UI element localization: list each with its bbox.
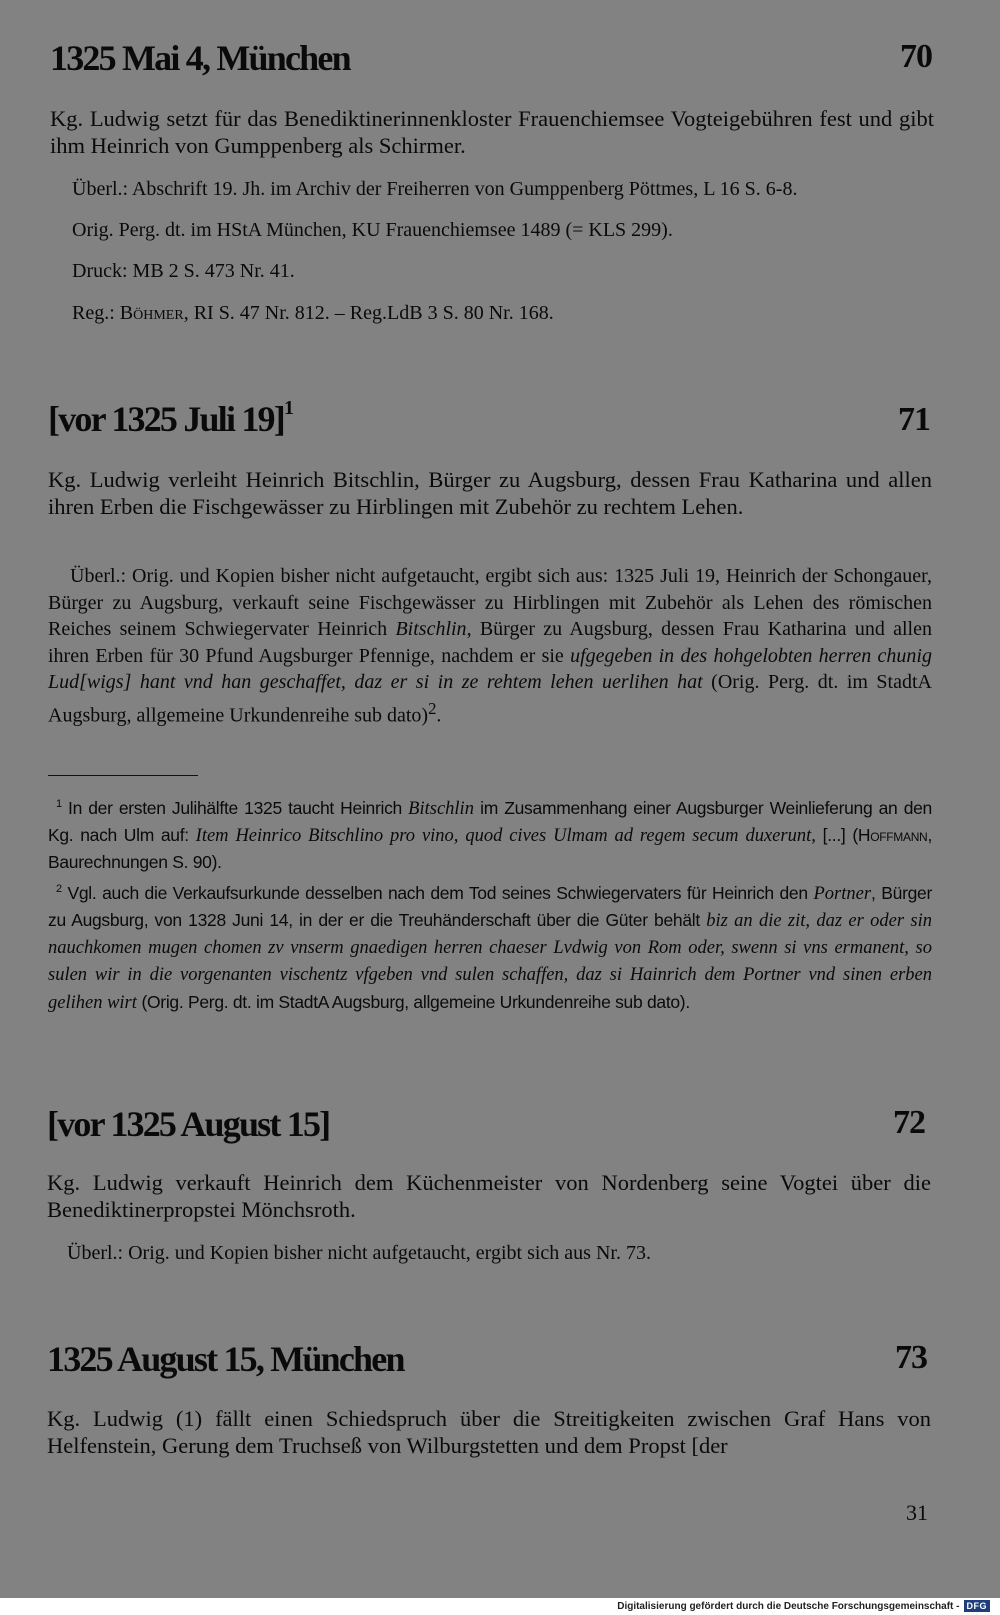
doc-72-heading: [vor 1325 August 15] [47,1104,330,1144]
ueberl-italic-2: ufgegeben in des hohgelobten herren chunig Lud[wigs] hant vnd han geschaffet, daz er si in ze rehtem lehen uerlihen hat [48,644,932,693]
doc-71-number: 71 [898,401,930,438]
fn2-text-a: Vgl. auch die Verkaufsurkunde desselben nach dem Tod seines Schwiegervaters für Heinrich den [61,882,814,903]
fn1-text-d: , Baurechnungen S. 90). [48,825,932,873]
doc-72-regest: Kg. Ludwig verkauft Heinrich dem Küchenmeister von Nordenberg seine Vogtei über die Benediktinerpropstei Mönchsroth. [47,1170,931,1222]
footnotes [48,791,932,1016]
ueberl-italic-1: Bitschlin [395,618,467,640]
fn1-text-c: [...] ( [815,825,858,846]
fn1-italic-1: Bitschlin [408,798,474,819]
footnote-rule [48,775,198,776]
reg-author: Böhmer [119,302,184,324]
footnote-1 [48,791,932,876]
doc-72-number: 72 [893,1104,925,1141]
dfg-footer [617,1599,990,1613]
doc-70-druck: Druck: MB 2 S. 473 Nr. 41. [72,260,295,282]
footnote-1-mark: 1 [56,798,62,810]
doc-70-regest: Kg. Ludwig setzt für das Benediktinerinnenkloster Frauenchiemsee Vogteigebühren fest und gibt ihm Heinrich von Gumppenberg als Schirmer. [50,106,934,158]
fn2-text-c: (Orig. Perg. dt. im StadtA Augsburg, allgemeine Urkundenreihe sub dato). [136,991,690,1012]
fn1-author: Hoffmann [857,825,928,846]
footnote-2 [48,876,932,1016]
doc-70-reg [72,300,554,326]
fn2-italic-1: Portner [813,883,872,904]
fn2-text-b: , Bürger zu Augsburg, von 1328 Juni 14, in der er die Treuhänderschaft über die Güter behält [48,882,932,930]
ueberl-text-1: Überl.: Orig. und Kopien bisher nicht aufgetaucht, ergibt sich aus: 1325 Juli 19, Heinrich der Schongauer, Bürger zu Augsburg, verkauft seine Fischgewässer zu Hirblingen mit Zubehör als Lehen des römischen Reiches seinem Schwiegervater Heinrich [48,565,932,640]
doc-70-number: 70 [900,38,932,75]
footer-text: Digitalisierung gefördert durch die Deutsche Forschungsgemeinschaft - [617,1600,960,1612]
doc-70-ueberl: Überl.: Abschrift 19. Jh. im Archiv der Freiherren von Gumppenberg Pöttmes, L 16 S. 6-8. [72,178,798,200]
reg-rest: , RI S. 47 Nr. 812. – Reg.LdB 3 S. 80 Nr. 168. [183,302,554,324]
dfg-logo: DFG [964,1600,991,1612]
ueberl-text-3: (Orig. Perg. dt. im StadtA Augsburg, allgemeine Urkundenreihe sub dato) [48,671,932,727]
footnote-ref-2: 2 [428,698,437,718]
doc-73-regest: Kg. Ludwig (1) fällt einen Schiedspruch über die Streitigkeiten zwischen Graf Hans von Helfenstein, Gerung dem Truchseß von Wilburgstetten und dem Propst [der [47,1406,931,1458]
doc-71-heading-text: [vor 1325 Juli 19] [48,399,284,439]
reg-prefix: Reg.: [72,302,120,324]
fn2-italic-2: biz an die zit, daz er oder sin nauchkomen mugen chomen zv vnserm gnaedigen herren chaeser Lvdwig von Rom oder, swenn si vns ermanent, so sulen wir in die vorgenanten vischentz vfgeben vnd sulen schaffen, daz si Hainrich dem Portner vnd sinen erben gelihen wirt [48,910,932,1013]
ueberl-end: . [436,704,442,727]
fn1-italic-2: Item Heinrico Bitschlino pro vino, quod cives Ulmam ad regem secum duxerunt, [195,826,816,847]
doc-71-ueberl [48,563,932,729]
doc-70-heading: 1325 Mai 4, München [50,38,350,78]
ueberl-text-2: , Bürger zu Augsburg, dessen Frau Katharina und allen ihren Erben für 30 Pfund Augsburger Pfennige, nachdem er sie [48,618,932,667]
doc-71-heading [48,397,294,439]
footnote-ref-1: 1 [283,397,294,419]
doc-73-heading: 1325 August 15, München [47,1339,404,1379]
doc-71-regest: Kg. Ludwig verleiht Heinrich Bitschlin, Bürger zu Augsburg, dessen Frau Katharina und allen ihren Erben die Fischgewässer zu Hirblingen mit Zubehör zu rechtem Lehen. [48,467,932,519]
doc-70-orig: Orig. Perg. dt. im HStA München, KU Frauenchiemsee 1489 (= KLS 299). [72,219,673,241]
fn1-text-b: im Zusammenhang einer Augsburger Weinlieferung an den Kg. nach Ulm auf: [48,797,932,846]
fn1-text-a: In der ersten Julihälfte 1325 taucht Heinrich [61,797,409,818]
doc-73-number: 73 [895,1339,927,1376]
page-number: 31 [906,1500,928,1525]
footnote-2-mark: 2 [56,882,62,895]
doc-72-ueberl: Überl.: Orig. und Kopien bisher nicht aufgetaucht, ergibt sich aus Nr. 73. [67,1242,651,1264]
